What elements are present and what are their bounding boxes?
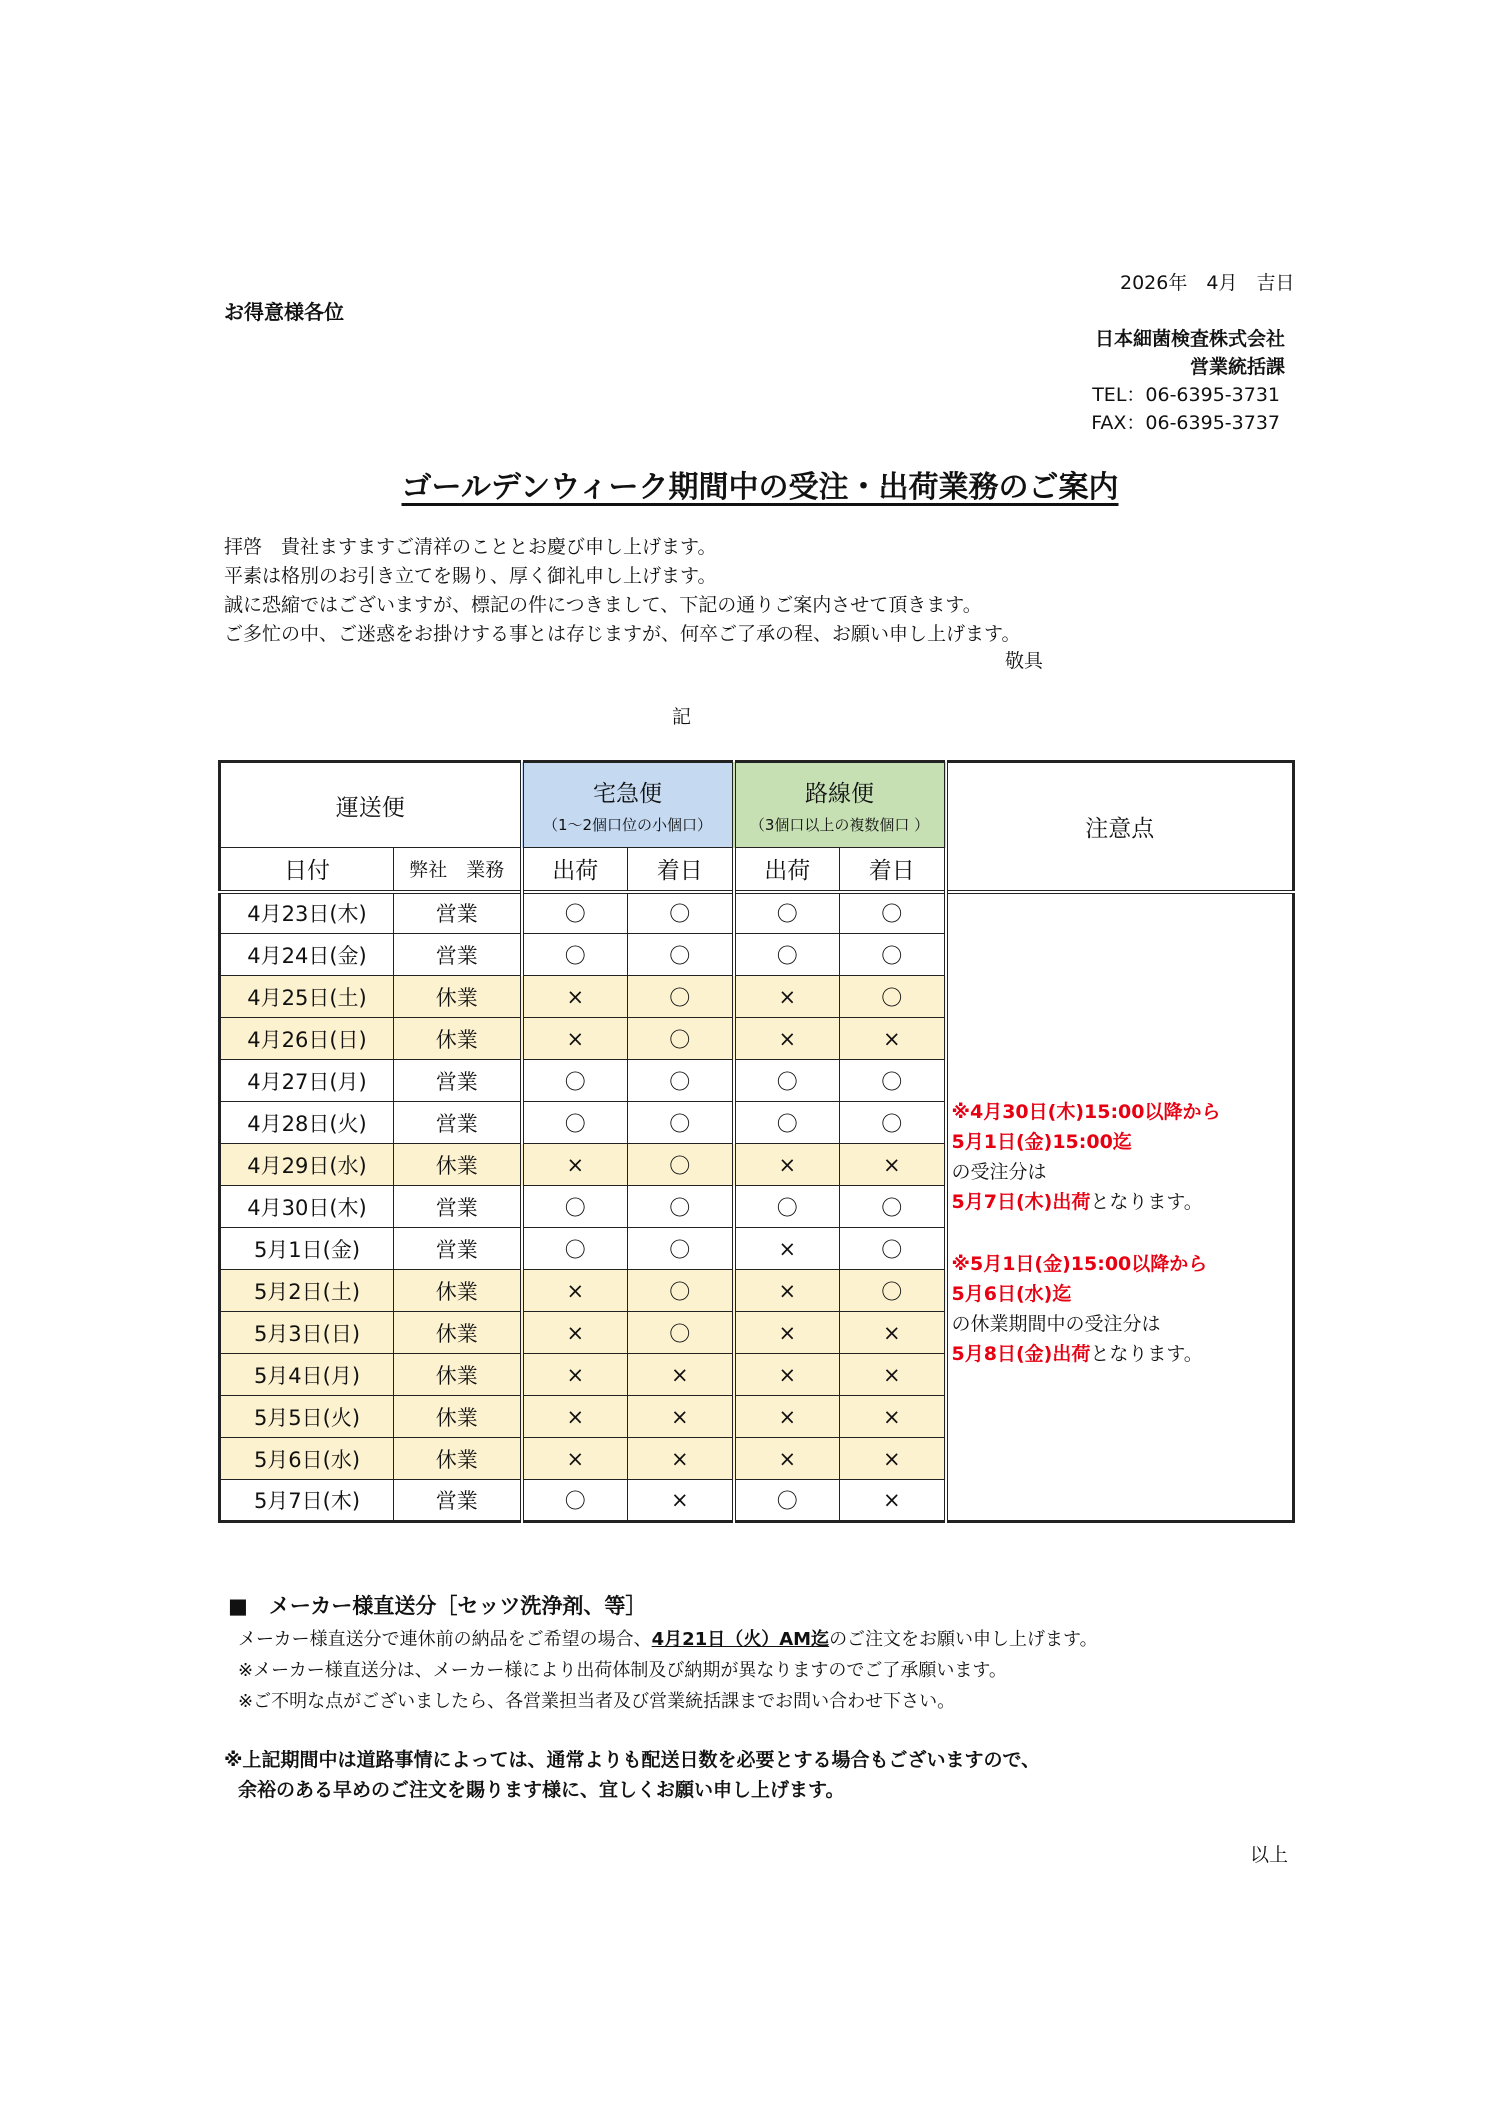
page-title: ゴールデンウィーク期間中の受注・出荷業務のご案内 [401,470,1119,505]
rosen-ship-mark: × [734,1354,840,1396]
rosen-ship-mark: 〇 [734,1102,840,1144]
takkyu-arrive-mark: 〇 [628,1186,734,1228]
rosen-ship-mark: × [734,1312,840,1354]
takkyu-arrive-mark: 〇 [628,1060,734,1102]
takkyu-ship-mark: 〇 [522,1060,628,1102]
maker-heading: ■ メーカー様直送分［セッツ洗浄剤、等］ [228,1594,647,1618]
rosen-label: 路線便 [805,781,874,807]
rosen-ship-mark: × [734,1018,840,1060]
closing-keigu: 敬具 [1005,650,1044,672]
takkyu-arrive-mark: 〇 [628,1102,734,1144]
date-col-header: 日付 [220,848,394,892]
maker-line-1 [238,1625,1098,1651]
takkyu-arrive-header: 着日 [628,848,734,892]
takkyu-ship-mark: × [522,1438,628,1480]
date-cell: 4月23日(木) [220,892,394,934]
status-cell: 営業 [394,934,522,976]
date-cell: 5月2日(土) [220,1270,394,1312]
rosen-ship-mark: 〇 [734,1186,840,1228]
status-cell: 営業 [394,892,522,934]
status-cell: 営業 [394,1186,522,1228]
date-cell: 5月6日(水) [220,1438,394,1480]
date-cell: 4月24日(金) [220,934,394,976]
takkyu-ship-mark: 〇 [522,1102,628,1144]
rosen-arrive-mark: × [840,1144,946,1186]
takkyu-arrive-mark: 〇 [628,1144,734,1186]
closing-ijo: 以上 [1250,1844,1289,1866]
takkyu-arrive-mark: × [628,1396,734,1438]
rosen-header [734,762,946,848]
date-cell: 4月29日(水) [220,1144,394,1186]
takkyu-arrive-mark: × [628,1438,734,1480]
rosen-ship-mark: × [734,1228,840,1270]
schedule-row [220,892,1294,934]
rosen-ship-mark: 〇 [734,1060,840,1102]
status-cell: 休業 [394,1396,522,1438]
maker-line-1-pre: メーカー様直送分で連休前の納品をご希望の場合、 [238,1629,652,1650]
notes-header [946,762,1294,892]
takkyu-ship-mark: 〇 [522,1228,628,1270]
takkyu-ship-mark: 〇 [522,1186,628,1228]
note2-tail: となります。 [1090,1342,1203,1365]
rosen-ship-mark: × [734,1270,840,1312]
greeting-line-2: 平素は格別のお引き立てを賜り、厚く御礼申し上げます。 [224,565,717,587]
rosen-arrive-mark: 〇 [840,1270,946,1312]
date-cell: 4月27日(月) [220,1060,394,1102]
rosen-ship-mark: × [734,976,840,1018]
takkyu-arrive-mark: × [628,1354,734,1396]
rosen-arrive-mark: 〇 [840,892,946,934]
date-cell: 5月1日(金) [220,1228,394,1270]
takkyu-ship-mark: × [522,1144,628,1186]
rosen-arrive-mark: 〇 [840,1102,946,1144]
greeting-line-3: 誠に恐縮ではございますが、標記の件につきまして、下記の通りご案内させて頂きます。 [224,594,982,616]
date-cell: 5月7日(木) [220,1480,394,1522]
takkyu-ship-mark: × [522,1312,628,1354]
note2-line1: ※5月1日(金)15:00以降から [951,1252,1208,1275]
notes-label: 注意点 [1085,815,1155,842]
note2-line3: の休業期間中の受注分は [951,1312,1161,1335]
status-cell: 営業 [394,1480,522,1522]
takkyu-arrive-mark: 〇 [628,934,734,976]
rosen-arrive-mark: × [840,1438,946,1480]
status-cell: 営業 [394,1228,522,1270]
business-col-header: 弊社 業務 [394,848,522,892]
rosen-ship-mark: × [734,1396,840,1438]
rosen-arrive-mark: × [840,1354,946,1396]
fax-number: FAX：06-6395-3737 [1091,412,1280,434]
date-cell: 5月5日(火) [220,1396,394,1438]
date-cell: 4月28日(火) [220,1102,394,1144]
notes-cell [946,892,1294,1522]
tel-number: TEL：06-6395-3731 [1092,384,1280,406]
takkyu-ship-mark: × [522,1354,628,1396]
warning-line-1: ※上記期間中は道路事情によっては、通常よりも配送日数を必要とする場合もございますので、 [224,1749,1041,1771]
takkyu-ship-mark: 〇 [522,934,628,976]
rosen-sublabel: （3個口以上の複数個口 ） [749,816,930,834]
takkyu-arrive-mark: × [628,1480,734,1522]
status-cell: 休業 [394,976,522,1018]
department-name: 営業統括課 [1189,356,1285,378]
note1-line2: 5月1日(金)15:00迄 [951,1130,1132,1153]
maker-line-1-post: のご注文をお願い申し上げます。 [829,1629,1098,1650]
takkyu-ship-mark: × [522,1018,628,1060]
takkyu-sublabel: （1～2個口位の小個口） [542,816,713,834]
greeting-line-4: ご多忙の中、ご迷惑をお掛けする事とは存じますが、何卒ご了承の程、お願い申し上げます。 [224,623,1021,645]
rosen-ship-mark: 〇 [734,934,840,976]
rosen-ship-mark: × [734,1438,840,1480]
rosen-arrive-mark: 〇 [840,1186,946,1228]
takkyu-ship-mark: 〇 [522,1480,628,1522]
company-name: 日本細菌検査株式会社 [1094,328,1285,350]
greeting-line-1: 拝啓 貴社ますますご清祥のこととお慶び申し上げます。 [224,536,717,558]
date-cell: 4月25日(土) [220,976,394,1018]
maker-deadline: 4月21日（火）AM迄 [651,1629,830,1650]
status-cell: 休業 [394,1018,522,1060]
takkyu-label: 宅急便 [593,781,662,807]
schedule-table [218,760,1295,1523]
note1-line1: ※4月30日(木)15:00以降から [951,1100,1221,1123]
rosen-arrive-mark: 〇 [840,976,946,1018]
transport-label: 運送便 [335,794,405,821]
rosen-arrive-mark: × [840,1396,946,1438]
note1-line3: の受注分は [951,1160,1047,1183]
rosen-arrive-mark: 〇 [840,1228,946,1270]
maker-line-3: ※ご不明な点がございましたら、各営業担当者及び営業統括課までお問い合わせ下さい。 [238,1691,956,1712]
status-cell: 休業 [394,1438,522,1480]
takkyu-ship-mark: × [522,976,628,1018]
rosen-arrive-mark: × [840,1018,946,1060]
status-cell: 営業 [394,1102,522,1144]
note1-line4 [952,1187,1293,1217]
transport-header [220,762,522,848]
rosen-arrive-mark: × [840,1312,946,1354]
rosen-arrive-mark: × [840,1480,946,1522]
status-cell: 休業 [394,1312,522,1354]
note1-tail: となります。 [1090,1190,1203,1213]
warning-line-2: 余裕のある早めのご注文を賜ります様に、宜しくお願い申し上げます。 [238,1779,845,1801]
rosen-arrive-mark: 〇 [840,934,946,976]
document-date: 2026年 4月 吉日 [1120,272,1295,294]
notes-content [952,894,1293,1369]
date-cell: 4月30日(木) [220,1186,394,1228]
status-cell: 休業 [394,1270,522,1312]
takkyu-arrive-mark: 〇 [628,1270,734,1312]
note1-ship-date: 5月7日(木)出荷 [951,1190,1091,1213]
note2-line2: 5月6日(水)迄 [951,1282,1072,1305]
date-cell: 5月4日(月) [220,1354,394,1396]
rosen-arrive-mark: 〇 [840,1060,946,1102]
maker-line-2: ※メーカー様直送分は、メーカー様により出荷体制及び納期が異なりますのでご了承願います。 [238,1660,1007,1681]
note2-line4 [952,1339,1293,1369]
takkyu-ship-mark: × [522,1396,628,1438]
takkyu-ship-mark: × [522,1270,628,1312]
status-cell: 休業 [394,1354,522,1396]
takkyu-ship-header: 出荷 [522,848,628,892]
rosen-arrive-header: 着日 [840,848,946,892]
takkyu-ship-mark: 〇 [522,892,628,934]
rosen-ship-mark: 〇 [734,892,840,934]
date-cell: 5月3日(日) [220,1312,394,1354]
takkyu-arrive-mark: 〇 [628,1312,734,1354]
takkyu-arrive-mark: 〇 [628,1228,734,1270]
takkyu-arrive-mark: 〇 [628,1018,734,1060]
note2-ship-date: 5月8日(金)出荷 [951,1342,1091,1365]
rosen-ship-header: 出荷 [734,848,840,892]
ki-mark: 記 [672,706,692,728]
takkyu-header [522,762,734,848]
rosen-ship-mark: 〇 [734,1480,840,1522]
status-cell: 休業 [394,1144,522,1186]
takkyu-arrive-mark: 〇 [628,892,734,934]
rosen-ship-mark: × [734,1144,840,1186]
status-cell: 営業 [394,1060,522,1102]
date-cell: 4月26日(日) [220,1018,394,1060]
recipient: お得意様各位 [224,300,344,324]
takkyu-arrive-mark: 〇 [628,976,734,1018]
